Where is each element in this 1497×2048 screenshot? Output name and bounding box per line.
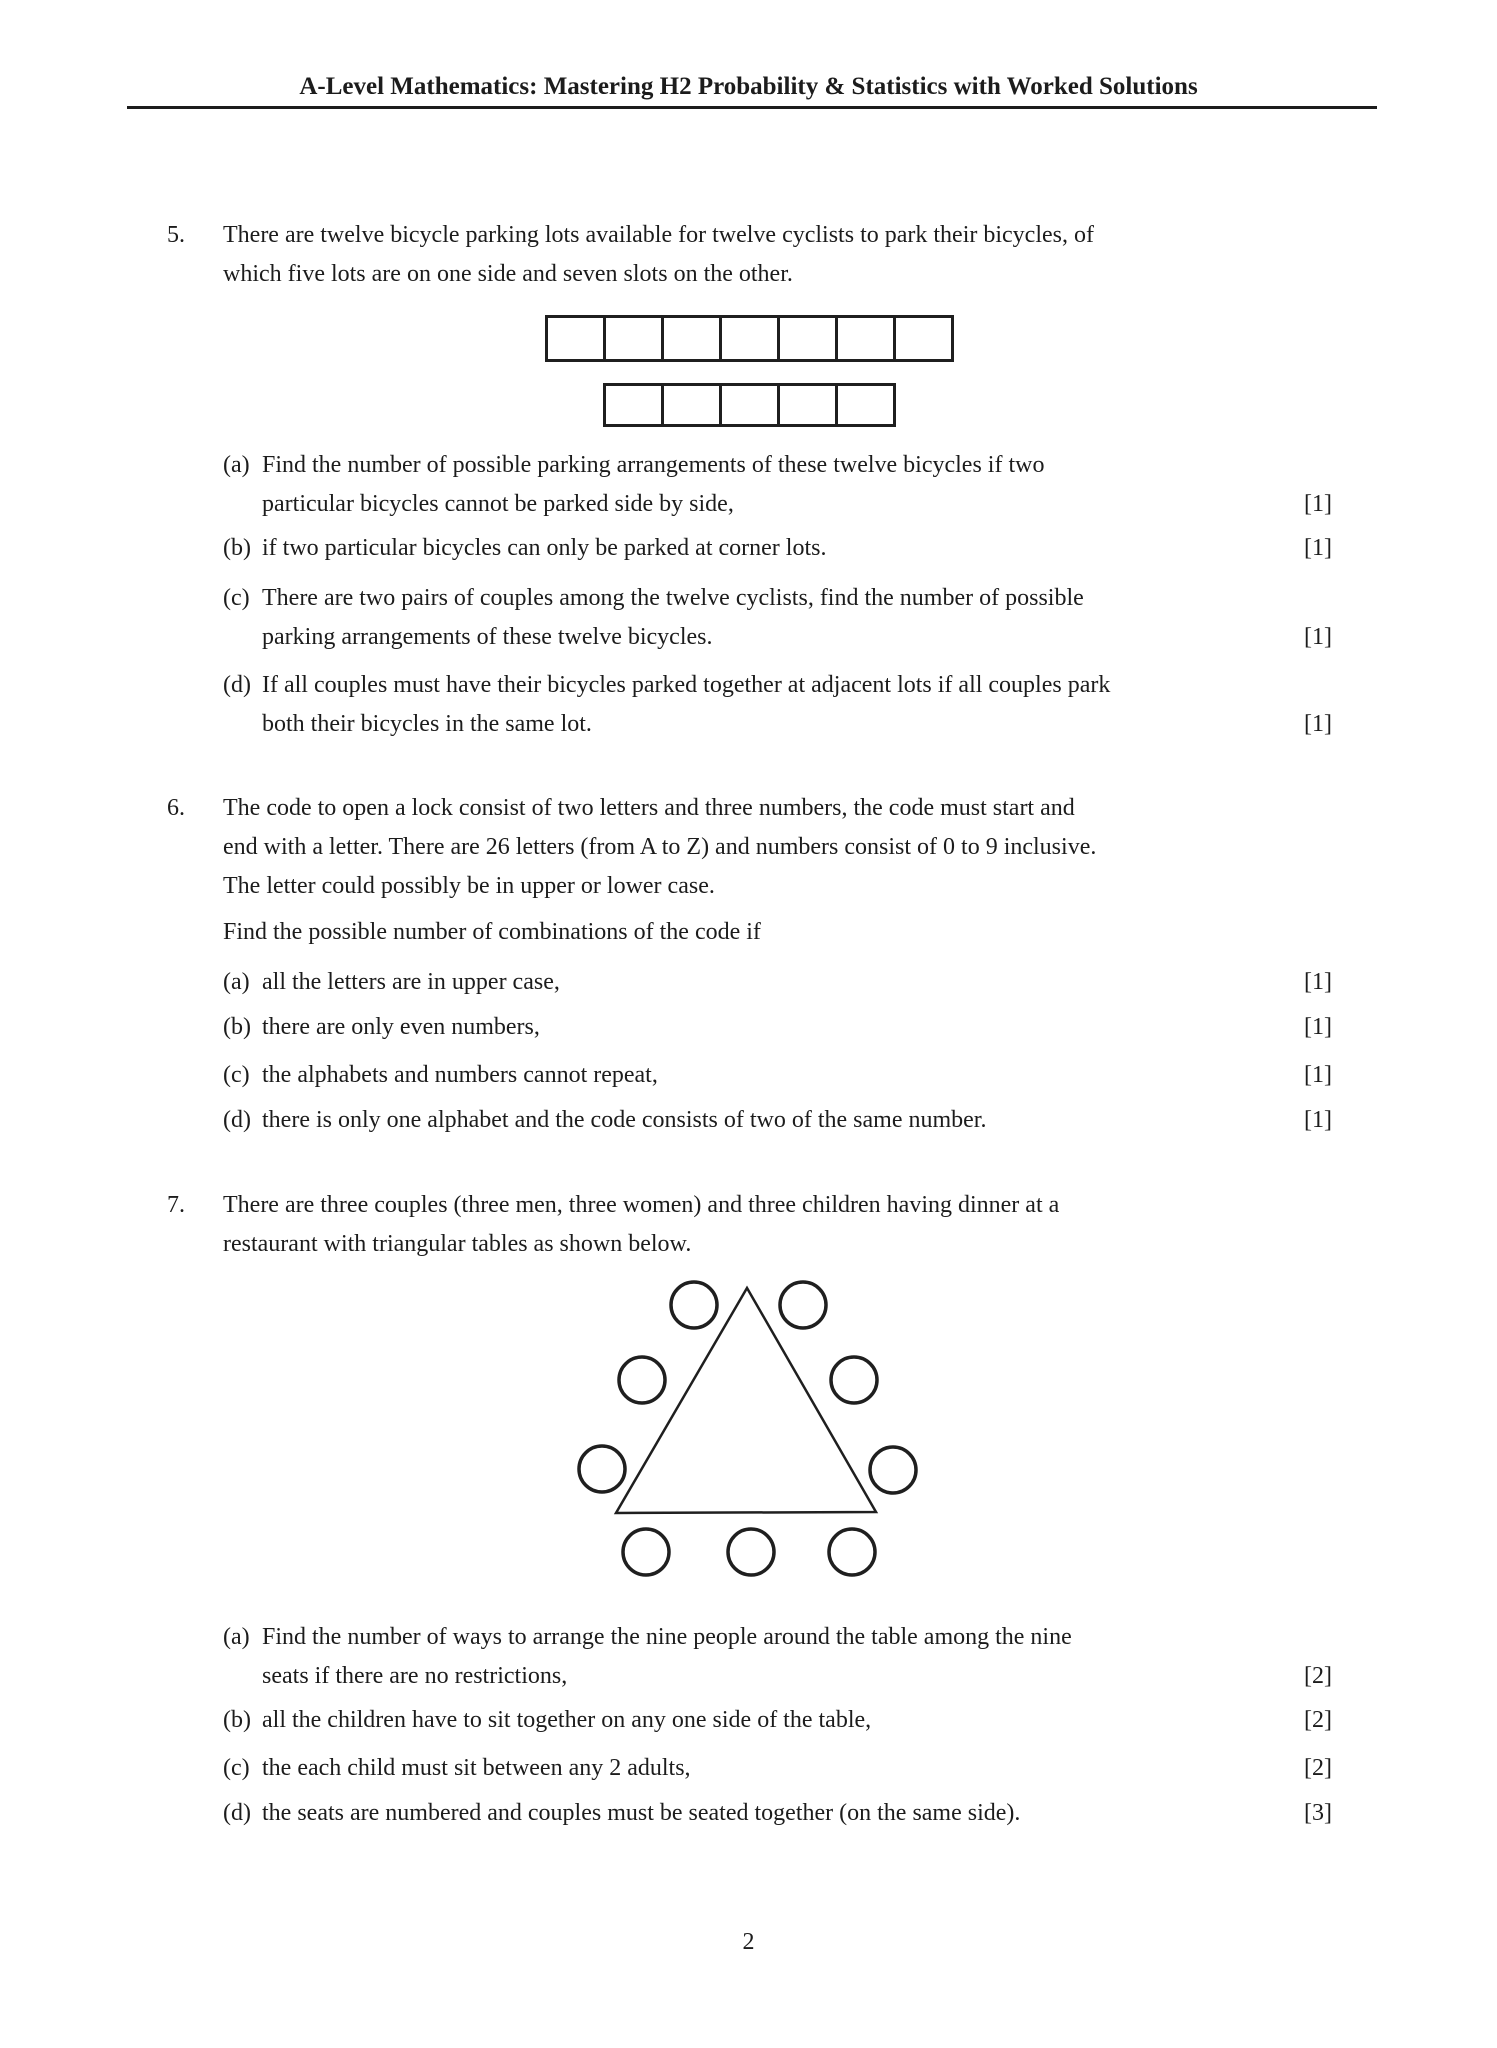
marks-badge: [1] — [1304, 624, 1332, 650]
part-text-line: all the children have to sit together on any one side of the table, — [262, 1707, 872, 1733]
marks-badge: [1] — [1304, 711, 1332, 737]
part-text — [262, 529, 1332, 568]
seat-circle-icon — [619, 1357, 665, 1403]
parking-slot — [777, 383, 838, 427]
marks-badge: [1] — [1304, 1062, 1332, 1088]
part-text — [262, 446, 1332, 524]
question-5-part-b — [223, 529, 1332, 568]
question-7-number: 7. — [167, 1192, 185, 1218]
part-text-line: the each child must sit between any 2 adults, — [262, 1755, 691, 1781]
question-7-part-c — [223, 1749, 1332, 1788]
part-text-line: there is only one alphabet and the code consists of two of the same number. — [262, 1107, 987, 1133]
question-6-lead-in: Find the possible number of combinations of the code if — [223, 919, 761, 945]
parking-slot — [835, 383, 896, 427]
question-intro-line: which five lots are on one side and seven slots on the other. — [223, 261, 793, 287]
marks-badge: [1] — [1304, 491, 1332, 517]
page-number: 2 — [742, 1929, 755, 1955]
part-label: (a) — [223, 452, 250, 478]
part-text-line: there are only even numbers, — [262, 1014, 540, 1040]
question-5-intro — [223, 216, 1332, 294]
part-text — [262, 666, 1332, 744]
part-text-line: Find the number of possible parking arrangements of these twelve bicycles if two — [262, 452, 1045, 478]
part-label: (b) — [223, 1014, 251, 1040]
question-intro-line: restaurant with triangular tables as shown below. — [223, 1231, 692, 1257]
question-6-part-c — [223, 1056, 1332, 1095]
part-text — [262, 1056, 1332, 1095]
part-label: (d) — [223, 672, 251, 698]
parking-slot — [661, 315, 722, 362]
part-text — [262, 1701, 1332, 1740]
parking-slot — [835, 315, 896, 362]
part-text — [262, 1794, 1332, 1833]
part-label: (c) — [223, 1755, 250, 1781]
part-text-line: all the letters are in upper case, — [262, 969, 560, 995]
part-text-line: the seats are numbered and couples must be seated together (on the same side). — [262, 1800, 1021, 1826]
part-text — [262, 579, 1332, 657]
part-text-line: seats if there are no restrictions, — [262, 1663, 568, 1689]
question-5-part-c — [223, 579, 1332, 657]
question-5-part-d — [223, 666, 1332, 744]
question-7 — [167, 1186, 1332, 1264]
question-7-intro — [223, 1186, 1332, 1264]
question-6 — [167, 789, 1332, 906]
parking-slot — [545, 315, 606, 362]
seat-circle-icon — [829, 1529, 875, 1575]
question-intro-line: The letter could possibly be in upper or lower case. — [223, 873, 715, 899]
question-5-number: 5. — [167, 222, 185, 248]
question-5 — [167, 216, 1332, 294]
part-text-line: both their bicycles in the same lot. — [262, 711, 592, 737]
question-intro-line: There are twelve bicycle parking lots available for twelve cyclists to park their bicycles, of — [223, 222, 1094, 248]
marks-badge: [1] — [1304, 535, 1332, 561]
part-text-line: parking arrangements of these twelve bicycles. — [262, 624, 713, 650]
question-intro-line: There are three couples (three men, three women) and three children having dinner at a — [223, 1192, 1060, 1218]
parking-slot — [719, 315, 780, 362]
part-text — [262, 963, 1332, 1002]
part-label: (a) — [223, 1624, 250, 1650]
parking-diagram-bottom-row — [603, 383, 896, 427]
part-label: (b) — [223, 1707, 251, 1733]
question-7-part-d — [223, 1794, 1332, 1833]
question-5-part-a — [223, 446, 1332, 524]
part-label: (a) — [223, 969, 250, 995]
marks-badge: [2] — [1304, 1755, 1332, 1781]
parking-slot — [777, 315, 838, 362]
question-6-part-a — [223, 963, 1332, 1002]
question-6-part-d — [223, 1101, 1332, 1140]
seat-circle-icon — [671, 1282, 717, 1328]
part-text-line: particular bicycles cannot be parked side by side, — [262, 491, 734, 517]
seat-circle-icon — [831, 1357, 877, 1403]
part-label: (d) — [223, 1107, 251, 1133]
part-text — [262, 1101, 1332, 1140]
question-7-part-a — [223, 1618, 1332, 1696]
seat-circle-icon — [579, 1446, 625, 1492]
part-text-line: the alphabets and numbers cannot repeat, — [262, 1062, 658, 1088]
seat-circle-icon — [780, 1282, 826, 1328]
marks-badge: [3] — [1304, 1800, 1332, 1826]
part-text-line: If all couples must have their bicycles parked together at adjacent lots if all couples park — [262, 672, 1111, 698]
part-label: (c) — [223, 1062, 250, 1088]
seat-circle-icon — [728, 1529, 774, 1575]
part-label: (c) — [223, 585, 250, 611]
question-7-part-b — [223, 1701, 1332, 1740]
page-header-title: A-Level Mathematics: Mastering H2 Probability & Statistics with Worked Solutions — [299, 73, 1198, 100]
marks-badge: [2] — [1304, 1663, 1332, 1689]
marks-badge: [1] — [1304, 1107, 1332, 1133]
part-text — [262, 1008, 1332, 1047]
seat-circle-icon — [870, 1447, 916, 1493]
parking-diagram-top-row — [545, 315, 954, 362]
question-6-number: 6. — [167, 795, 185, 821]
marks-badge: [1] — [1304, 1014, 1332, 1040]
marks-badge: [2] — [1304, 1707, 1332, 1733]
parking-slot — [603, 383, 664, 427]
marks-badge: [1] — [1304, 969, 1332, 995]
question-intro-line: end with a letter. There are 26 letters (from A to Z) and numbers consist of 0 to 9 inclusive. — [223, 834, 1097, 860]
part-text-line: if two particular bicycles can only be parked at corner lots. — [262, 535, 827, 561]
triangular-table-diagram — [560, 1265, 920, 1585]
part-label: (d) — [223, 1800, 251, 1826]
question-intro-line: The code to open a lock consist of two letters and three numbers, the code must start and — [223, 795, 1075, 821]
parking-slot — [719, 383, 780, 427]
part-text — [262, 1749, 1332, 1788]
question-6-intro — [223, 789, 1332, 906]
part-label: (b) — [223, 535, 251, 561]
part-text-line: Find the number of ways to arrange the nine people around the table among the nine — [262, 1624, 1072, 1650]
parking-slot — [893, 315, 954, 362]
parking-slot — [603, 315, 664, 362]
question-6-part-b — [223, 1008, 1332, 1047]
parking-slot — [661, 383, 722, 427]
part-text — [262, 1618, 1332, 1696]
seat-circle-icon — [623, 1529, 669, 1575]
header-rule — [127, 106, 1377, 109]
part-text-line: There are two pairs of couples among the twelve cyclists, find the number of possible — [262, 585, 1084, 611]
